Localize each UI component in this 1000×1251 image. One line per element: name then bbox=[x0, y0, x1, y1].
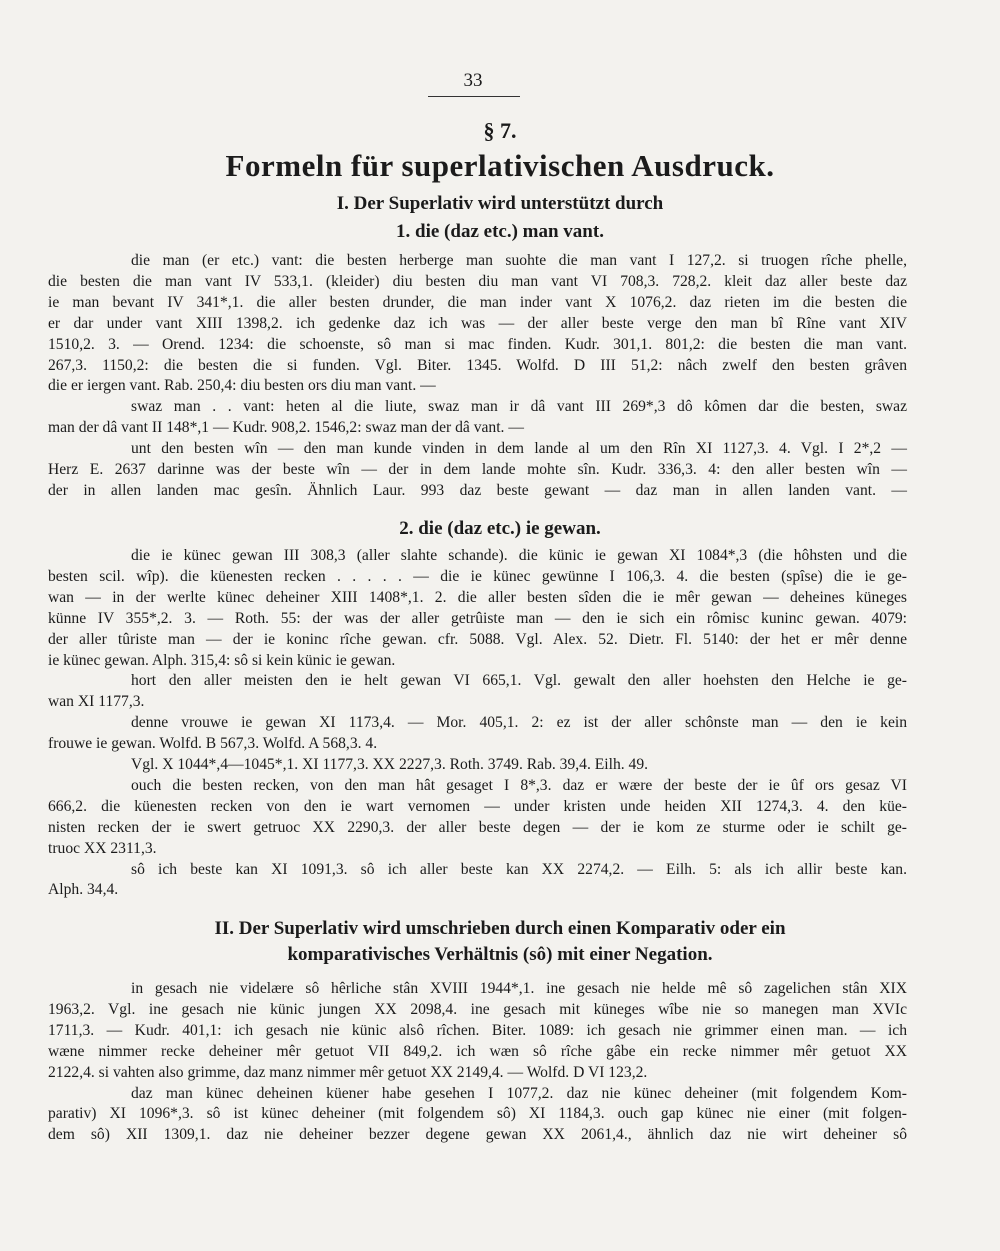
text-line: die besten die man vant IV 533,1. (kleider) diu besten diu man vant VI 708,3. 728,2. kleit daz aller beste daz bbox=[48, 273, 907, 290]
text-line: daz man künec deheinen küener habe gesehen I 1077,2. daz nie künec deheiner (mit folgendem Kom- bbox=[131, 1085, 907, 1102]
text-line: denne vrouwe ie gewan XI 1173,4. — Mor. 405,1. 2: ez ist der aller schônste man — den ie kein bbox=[131, 714, 907, 731]
text-line: ie künec gewan. Alph. 315,4: sô si kein künic ie gewan. bbox=[48, 652, 396, 669]
page-number: 33 bbox=[463, 70, 483, 91]
part2-heading-line2: komparativisches Verhältnis (sô) mit einer Negation. bbox=[287, 944, 713, 965]
text-line: man der dâ vant II 148*,1 — Kudr. 908,2. 1546,2: swaz man der dâ vant. — bbox=[48, 419, 524, 436]
text-line: 267,3. 1150,2: die besten die si funden. Vgl. Biter. 1345. Wolfd. D III 51,2: nâch zwelf den besten grâven bbox=[48, 357, 907, 374]
text-line: 2122,4. si vahten also grimme, daz manz nimmer mêr getuot XX 2149,4. — Wolfd. D VI 123,2. bbox=[48, 1064, 648, 1081]
text-line: Alph. 34,4. bbox=[48, 881, 119, 898]
text-line: 1510,2. 3. — Orend. 1234: die schoenste, sô man si mac finden. Kudr. 301,1. 801,2: die besten die man vant. bbox=[48, 336, 907, 353]
text-line: die man (er etc.) vant: die besten herberge man suohte die man vant I 127,2. si truogen rîche phelle, bbox=[131, 252, 907, 269]
text-line: Herz E. 2637 darinne was der beste wîn — der in dem lande mohte sîn. Kudr. 336,3. 4: den aller besten wîn — bbox=[48, 461, 907, 478]
text-line: nisten recken der ie swert getruoc XX 2290,3. der aller beste degen — der ie kom ze sturme oder ie schilt ge- bbox=[48, 819, 907, 836]
text-line: frouwe ie gewan. Wolfd. B 567,3. Wolfd. A 568,3. 4. bbox=[48, 735, 378, 752]
text-line: künne IV 355*,2. 3. — Roth. 55: der was der aller getrûiste man — den ie sich ein rômisc kuninc gewan. 4079: bbox=[48, 610, 907, 627]
chapter-title: Formeln für superlativischen Ausdruck. bbox=[225, 148, 775, 183]
text-line: hort den aller meisten den ie helt gewan VI 665,1. Vgl. gewalt den aller hoehsten den Helche ie ge- bbox=[131, 672, 907, 689]
text-line: unt den besten wîn — den man kunde vinden in dem lande al um den Rîn XI 1127,3. 4. Vgl. I 2*,2 — bbox=[131, 440, 907, 457]
text-line: Vgl. X 1044*,4—1045*,1. XI 1177,3. XX 2227,3. Roth. 3749. Rab. 39,4. Eilh. 49. bbox=[131, 756, 649, 773]
part2-heading-line1: II. Der Superlativ wird umschrieben durch einen Komparativ oder ein bbox=[214, 918, 786, 939]
text-line: 1711,3. — Kudr. 401,1: ich gesach nie künic alsô rîchen. Biter. 1089: ich gesach nie grimmer einen man. — ich bbox=[48, 1022, 907, 1039]
text-line: parativ) XI 1096*,3. sô ist künec deheiner (mit folgendem sô) XI 1184,3. ouch gap künec nie einer (mit folgen- bbox=[48, 1105, 907, 1122]
text-line: der aller tûriste man — der ie koninc rîche gewan. cfr. 5088. Vgl. Alex. 52. Dietr. Fl. 5140: der het er mêr denne bbox=[48, 631, 907, 648]
text-line: in gesach nie videlære sô hêrliche stân XVIII 1944*,1. ine gesach nie helde mê sô zagelichen stân XIX bbox=[131, 980, 907, 997]
text-line: ie man bevant IV 341*,1. die aller besten drunder, die man inder vant X 1076,2. daz rieten im die besten die bbox=[48, 294, 907, 311]
subsection-1-heading: 1. die (daz etc.) man vant. bbox=[396, 221, 604, 242]
text-line: er dar under vant XIII 1398,2. ich gedenke daz ich was — der aller beste verge den man bî Rîne vant XIV bbox=[48, 315, 907, 332]
text-line: wan — in der werlte künec deheiner XIII 1408*,1. 2. die aller besten sîden die ie mêr gewan — deheines küneges bbox=[48, 589, 907, 606]
text-line: wan XI 1177,3. bbox=[48, 693, 145, 710]
page-number-rule bbox=[428, 96, 520, 97]
part1-heading: I. Der Superlativ wird unterstützt durch bbox=[336, 193, 664, 214]
section-mark: § 7. bbox=[483, 118, 517, 143]
text-line: truoc XX 2311,3. bbox=[48, 840, 157, 857]
text-line: ouch die besten recken, von den man hât gesaget I 8*,3. daz er wære der beste der ie ûf ors gesaz VI bbox=[131, 777, 907, 794]
text-line: 1963,2. Vgl. ine gesach nie künic jungen XX 2098,4. ine gesach mit küneges wîbe nie so manegen man XVIc bbox=[48, 1001, 907, 1018]
text-line: swaz man . . vant: heten al die liute, swaz man ir dâ vant III 269*,3 dô kômen dar die besten, swaz bbox=[131, 398, 907, 415]
subsection-2-heading: 2. die (daz etc.) ie gewan. bbox=[399, 518, 601, 539]
text-line: sô ich beste kan XI 1091,3. sô ich aller beste kan XX 2274,2. — Eilh. 5: als ich allir beste kan. bbox=[131, 861, 907, 878]
text-line: dem sô) XII 1309,1. daz nie deheiner bezzer degene gewan XX 2061,4., ähnlich daz nie wirt deheiner sô bbox=[48, 1126, 907, 1143]
text-line: besten scil. wîp). die küenesten recken . . . . . — die ie künec gewünne I 106,3. 4. die besten (spîse) die ie ge- bbox=[48, 568, 907, 585]
text-line: die ie künec gewan III 308,3 (aller slahte schande). die künic ie gewan XI 1084*,3 (die hôhsten und die bbox=[131, 547, 907, 564]
text-line: 666,2. die küenesten recken von den ie wart vernomen — under kristen unde heiden XII 1274,3. 4. den küe- bbox=[48, 798, 907, 815]
text-line: der in allen landen mac gesîn. Ähnlich Laur. 993 daz beste gewant — daz man in allen landen vant. — bbox=[48, 482, 907, 499]
text-line: wæne nimmer recke deheiner mêr getuot VII 849,2. ich wæn sô rîche gâbe ein recke nimmer mêr getuot XX bbox=[48, 1043, 907, 1060]
text-line: die er iergen vant. Rab. 250,4: diu besten ors diu man vant. — bbox=[48, 377, 436, 394]
